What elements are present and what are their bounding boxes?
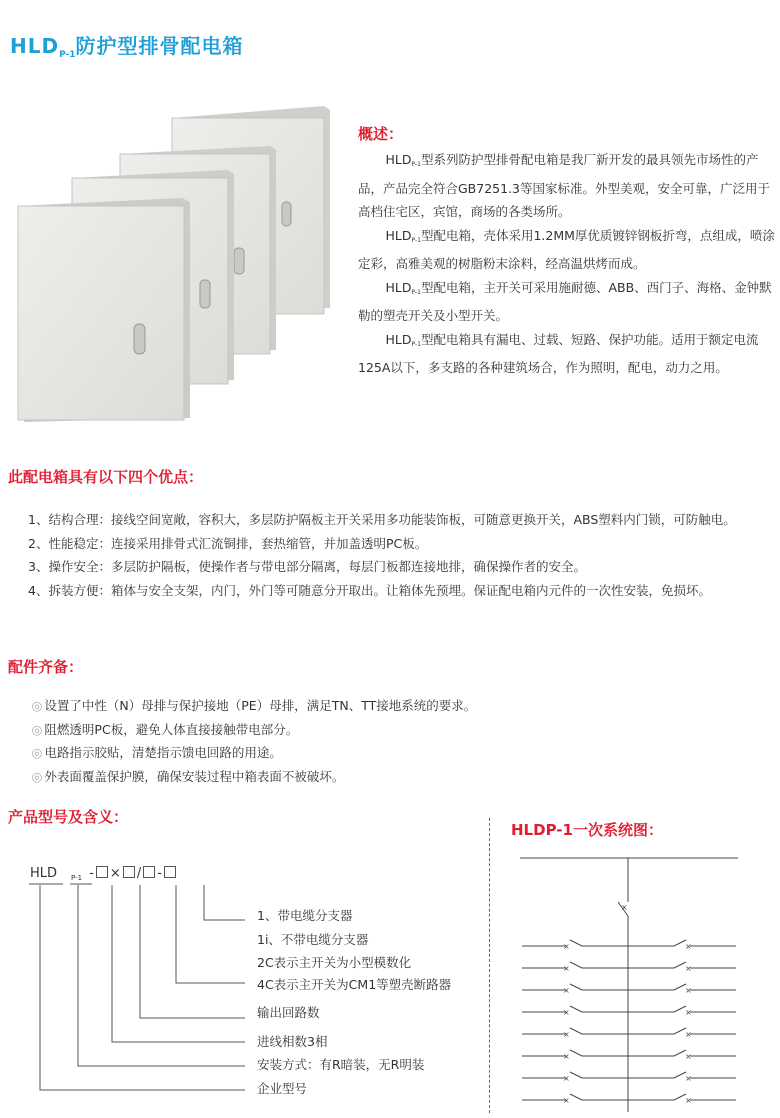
accessory-item-4: ◎ 外表面覆盖保护膜，确保安装过程中箱表面不被破坏。 [31,768,345,784]
title-text: 防护型排骨配电箱 [75,34,244,58]
accessory-item-2: ◎ 阻燃透明PC板，避免人体直接接触带电部分。 [31,721,299,737]
model-code: HLD $_{P-1}$ - × / - [30,866,178,882]
breaker-mark: × [563,942,570,951]
system-diagram [500,850,750,1112]
divider-line [489,818,490,1113]
code-box [164,866,176,878]
cabinet-photo [14,100,344,430]
diagram-heading: HLDP-1一次系统图： [511,821,663,839]
cabinet-1 [18,198,190,422]
branch-right [628,1006,686,1012]
accessory-item-1: ◎ 设置了中性（N）母排与保护接地（PE）母排，满足TN、TT接地系统的要求。 [31,698,477,713]
code-box [143,866,155,878]
legend-item-6: 进线相数3相 [257,1034,328,1049]
legend-item-3: 2C表示主开关为小型模数化 [257,955,412,970]
branch-left [570,1094,628,1100]
branch-right [628,940,686,946]
bullet-icon: ◎ [31,721,43,737]
breaker-mark: × [563,1030,570,1039]
legend-item-5: 输出回路数 [257,1005,320,1020]
legend-item-7: 安装方式：有R暗装，无R明装 [257,1057,425,1072]
breaker-mark: × [563,964,570,973]
breaker-mark: × [563,986,570,995]
branch-right [628,1028,686,1034]
branch-left [570,1028,628,1034]
page-title [10,30,244,60]
breaker-mark: × [685,986,692,995]
overview-paragraph-4: HLDP-1型配电箱具有漏电、过载、短路、保护功能。适用于额定电流125A以下，多支路的各种建筑场合，作为照明，配电，动力之用。 [358,331,759,375]
advantages-list [8,508,770,602]
advantage-item-2: 2、性能稳定：连接采用排骨式汇流铜排，套热缩管，并加盖透明PC板。 [28,535,428,551]
branch-left [570,1072,628,1078]
branch-left [570,1006,628,1012]
svg-text:×: × [621,903,628,912]
advantage-item-3: 3、操作安全：多层防护隔板，使操作者与带电部分隔离，每层门板都连接地排，确保操作者的安全。 [28,559,586,574]
advantages-heading: 此配电箱具有以下四个优点： [8,468,204,486]
advantage-item-4: 4、拆装方便：箱体与安全支架，内门，外门等可随意分开取出。让箱体先预埋。保证配电箱内元件的一次性安装，免损坏。 [28,582,711,598]
legend-item-2: 1i、不带电缆分支器 [257,932,369,947]
branch-right [628,1050,686,1056]
bullet-icon: ◎ [31,698,43,713]
branch-right [628,962,686,968]
model-code-sub: P-1 [71,874,83,882]
breaker-mark: × [563,1096,570,1105]
breaker-mark: × [563,1074,570,1083]
bullet-icon: ◎ [31,745,43,760]
title-subscript: P-1 [59,50,76,60]
legend-item-4: 4C表示主开关为CM1等塑壳断路器 [257,977,452,992]
overview-text [358,148,776,380]
branch-left [570,940,628,946]
accessories-list [4,694,774,788]
bullet-icon: ◎ [31,768,43,784]
title-prefix: HLD [10,34,60,58]
overview-paragraph-3: HLDP-1型配电箱，主开关可采用施耐德、ABB、西门子、海格、金钟默勒的塑壳开关及小型开关。 [358,279,772,323]
breaker-mark: × [563,1008,570,1017]
code-box [96,866,108,878]
breaker-mark: × [685,942,692,951]
breaker-mark: × [685,1052,692,1061]
advantage-item-1: 1、结构合理：接线空间宽敞，容积大，多层防护隔板主开关采用多功能装饰板，可随意更换开关，ABS塑料内门锁，可防触电。 [28,512,736,527]
overview-paragraph-1: HLDP-1型系列防护型排骨配电箱是我厂新开发的最具领先市场性的产品，产品完全符合GB7251.3等国家标准。外型美观，安全可靠，广泛用于高档住宅区，宾馆，商场的各类场所。 [358,152,771,219]
overview-paragraph-2: HLDP-1型配电箱，壳体采用1.2MM厚优质镀锌钢板折弯，点组成，喷涂定彩，高雅美观的树脂粉末涂料，经高温烘烤而成。 [358,227,775,271]
branch-right [628,984,686,990]
branch-right [628,1072,686,1078]
overview-heading: 概述： [358,125,404,143]
breaker-mark: × [685,1074,692,1083]
legend-item-1: 1、带电缆分支器 [257,908,353,923]
accessory-item-3: ◎ 电路指示胶贴，清楚指示馈电回路的用途。 [31,745,282,760]
branch-left [570,962,628,968]
breaker-mark: × [685,964,692,973]
breaker-mark: × [685,1096,692,1105]
breaker-mark: × [685,1008,692,1017]
legend-item-8: 企业型号 [257,1081,308,1096]
branch-right [628,1094,686,1100]
model-code-prefix: HLD [30,866,58,881]
model-heading: 产品型号及含义： [8,808,129,826]
breaker-mark: × [685,1030,692,1039]
model-bracket-lines [0,880,260,1100]
accessories-heading: 配件齐备： [8,658,84,676]
branch-group [522,940,736,1105]
code-box [123,866,135,878]
branch-left [570,1050,628,1056]
breaker-mark: × [563,1052,570,1061]
branch-left [570,984,628,990]
